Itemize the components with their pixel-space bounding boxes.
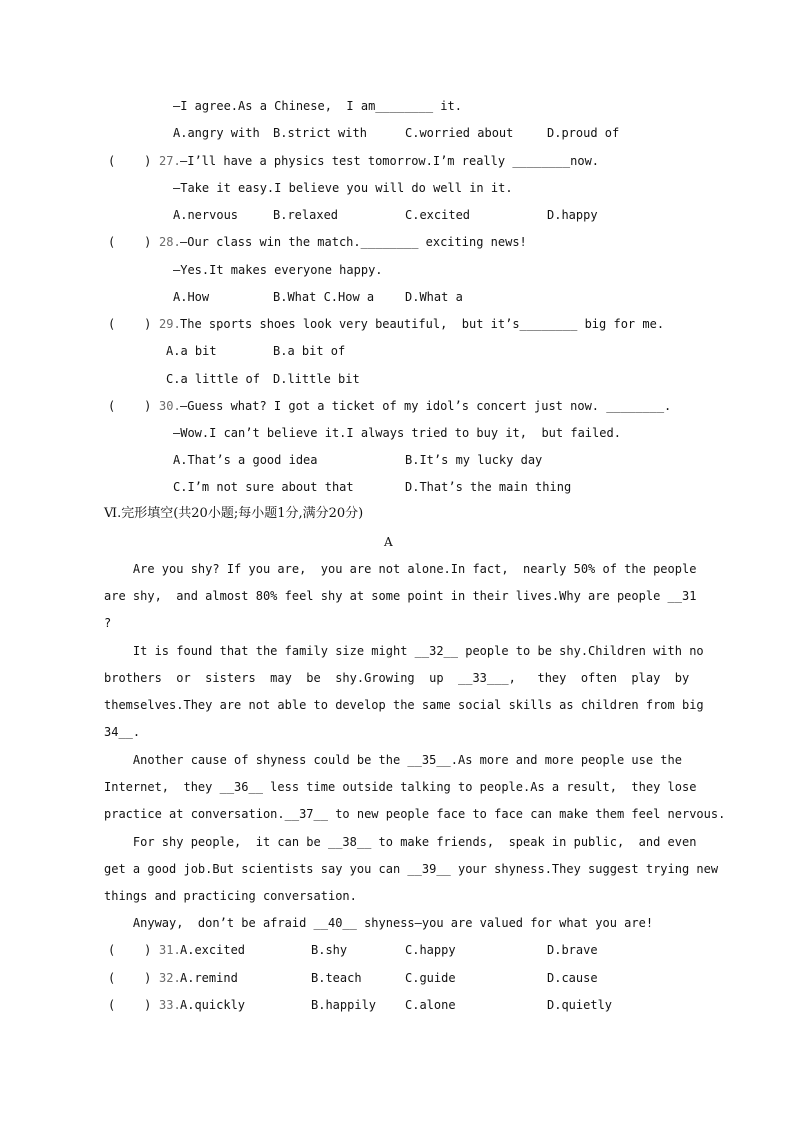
q29-option-b: B.a bit of bbox=[273, 344, 346, 358]
q29-answer-bracket[interactable]: ( ) bbox=[108, 317, 152, 331]
q33-number: 33. bbox=[159, 998, 181, 1012]
passage-line: practice at conversation.__37__ to new people face to face can make them feel nervous. bbox=[104, 807, 726, 821]
q31-option-c: C.happy bbox=[405, 943, 456, 957]
q32-number: 32. bbox=[159, 971, 181, 985]
section-title: Ⅵ.完形填空(共20小题;每小题1分,满分20分) bbox=[104, 506, 364, 521]
q33-option-b: B.happily bbox=[311, 998, 377, 1012]
q28-option-a: A.How bbox=[173, 290, 210, 304]
q27-dialogue: —Take it easy.I believe you will do well in it. bbox=[173, 181, 513, 195]
passage-line: It is found that the family size might __32__ people to be shy.Children with no bbox=[104, 644, 704, 658]
q27-option-b: B.relaxed bbox=[273, 208, 339, 222]
q28-answer-bracket[interactable]: ( ) bbox=[108, 235, 152, 249]
q30-number: 30. bbox=[159, 399, 181, 413]
q28-option-d: D.What a bbox=[405, 290, 463, 304]
q28-option-bc: B.What C.How a bbox=[273, 290, 375, 304]
passage-line: things and practicing conversation. bbox=[104, 889, 357, 903]
q29-number: 29. bbox=[159, 317, 181, 331]
q30-stem: —Guess what? I got a ticket of my idol’s concert just now. ________. bbox=[180, 399, 672, 413]
q28-number: 28. bbox=[159, 235, 181, 249]
passage-line: 34__. bbox=[104, 725, 141, 739]
passage-line: get a good job.But scientists say you can __39__ your shyness.They suggest trying new bbox=[104, 862, 719, 876]
q30-option-b: B.It’s my lucky day bbox=[405, 453, 543, 467]
passage-line: Internet, they __36__ less time outside talking to people.As a result, they lose bbox=[104, 780, 697, 794]
q26-option-c: C.worried about bbox=[405, 126, 514, 140]
q32-option-b: B.teach bbox=[311, 971, 362, 985]
q31-option-b: B.shy bbox=[311, 943, 348, 957]
passage-line: For shy people, it can be __38__ to make friends, speak in public, and even bbox=[104, 835, 697, 849]
q29-option-a: A.a bit bbox=[166, 344, 217, 358]
q33-answer-bracket[interactable]: ( ) bbox=[108, 998, 152, 1012]
q30-option-c: C.I’m not sure about that bbox=[173, 480, 354, 494]
q27-option-d: D.happy bbox=[547, 208, 598, 222]
q26-option-b: B.strict with bbox=[273, 126, 367, 140]
q26-option-a: A.angry with bbox=[173, 126, 260, 140]
q31-number: 31. bbox=[159, 943, 181, 957]
q30-option-d: D.That’s the main thing bbox=[405, 480, 572, 494]
q27-answer-bracket[interactable]: ( ) bbox=[108, 154, 152, 168]
q31-option-a: A.excited bbox=[180, 943, 246, 957]
q29-option-d: D.little bit bbox=[273, 372, 360, 386]
q32-option-a: A.remind bbox=[180, 971, 238, 985]
q27-number: 27. bbox=[159, 154, 181, 168]
q32-option-d: D.cause bbox=[547, 971, 598, 985]
passage-line: Another cause of shyness could be the __35__.As more and more people use the bbox=[104, 753, 682, 767]
q29-stem: The sports shoes look very beautiful, but it’s________ big for me. bbox=[180, 317, 665, 331]
q30-answer-bracket[interactable]: ( ) bbox=[108, 399, 152, 413]
passage-line: Are you shy? If you are, you are not alone.In fact, nearly 50% of the people bbox=[104, 562, 697, 576]
q27-stem: —I’ll have a physics test tomorrow.I’m really ________now. bbox=[180, 154, 600, 168]
q26-option-d: D.proud of bbox=[547, 126, 620, 140]
passage-line: brothers or sisters may be shy.Growing up __33___, they often play by bbox=[104, 671, 690, 685]
q27-option-c: C.excited bbox=[405, 208, 471, 222]
q30-dialogue: —Wow.I can’t believe it.I always tried to buy it, but failed. bbox=[173, 426, 621, 440]
q32-answer-bracket[interactable]: ( ) bbox=[108, 971, 152, 985]
q28-stem: —Our class win the match.________ exciting news! bbox=[180, 235, 527, 249]
q33-option-c: C.alone bbox=[405, 998, 456, 1012]
q32-option-c: C.guide bbox=[405, 971, 456, 985]
q31-answer-bracket[interactable]: ( ) bbox=[108, 943, 152, 957]
passage-line: Anyway, don’t be afraid __40__ shyness—you are valued for what you are! bbox=[104, 916, 654, 930]
q28-dialogue: —Yes.It makes everyone happy. bbox=[173, 263, 383, 277]
q31-option-d: D.brave bbox=[547, 943, 598, 957]
q27-option-a: A.nervous bbox=[173, 208, 239, 222]
passage-line: themselves.They are not able to develop the same social skills as children from big bbox=[104, 698, 704, 712]
q29-option-c: C.a little of bbox=[166, 372, 260, 386]
passage-line: are shy, and almost 80% feel shy at some point in their lives.Why are people __31 bbox=[104, 589, 697, 603]
q33-option-d: D.quietly bbox=[547, 998, 613, 1012]
passage-line: ? bbox=[104, 616, 112, 630]
passage-label: A bbox=[384, 535, 393, 549]
q33-option-a: A.quickly bbox=[180, 998, 246, 1012]
q26-dialogue: —I agree.As a Chinese, I am________ it. bbox=[173, 99, 462, 113]
q30-option-a: A.That’s a good idea bbox=[173, 453, 318, 467]
